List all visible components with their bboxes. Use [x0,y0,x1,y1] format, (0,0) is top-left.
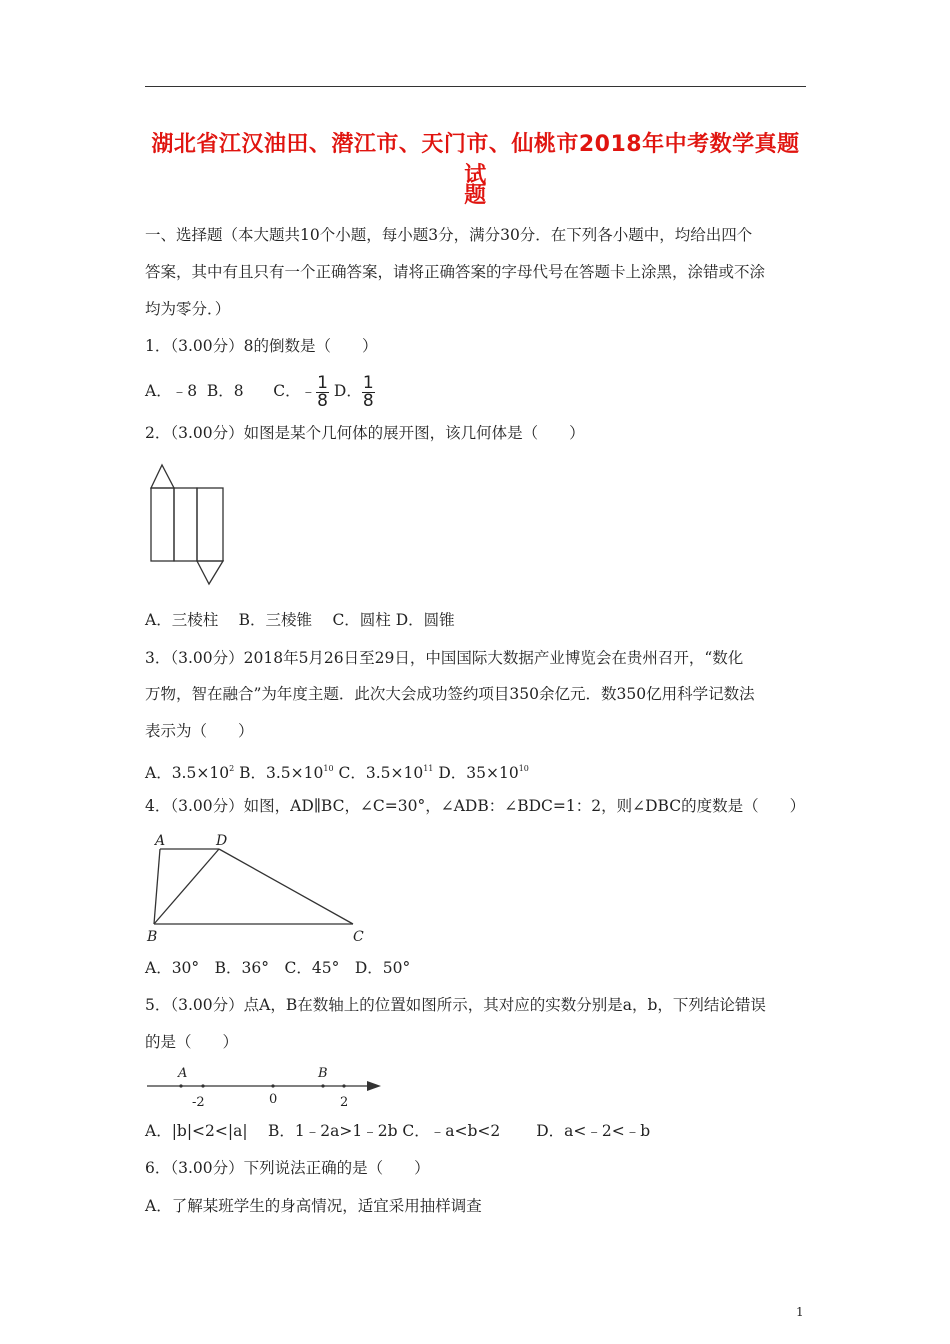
q3-option-b: B．$3.5\times 10^{10}$ [239,764,334,782]
net-face-2 [174,488,197,561]
q1-option-c-fraction: $\frac{1}{8}$ [317,372,328,411]
question-4-stem: 4．（3.00分）如图，AD∥BC，∠C=30°，∠ADB：∠BDC=1：2，则∠DBC的度数是（ ） [145,797,806,815]
net-face-1 [151,488,174,561]
tick-label-neg2: -2 [192,1095,205,1110]
question-6-option-a: A．了解某班学生的身高情况，适宜采用抽样调查 [145,1197,482,1215]
question-3-line-2: 万物，智在融合”为年度主题．此次大会成功签约项目350余亿元．数350亿用科学记数法 [145,685,755,703]
page-title: 湖北省江汉油田、潜江市、天门市、仙桃市2018年中考数学真题试 [151,132,800,188]
label-b: B [147,929,158,945]
point-a [179,1084,182,1087]
prism-net-figure [145,462,230,590]
question-2-stem: 2．（3.00分）如图是某个几何体的展开图，该几何体是（ ） [145,424,585,442]
number-line-arrow [367,1081,381,1091]
net-top-triangle [151,465,174,488]
section-instructions-line-1: 一、选择题（本大题共10个小题，每小题3分，满分30分．在下列各小题中，均给出四个 [145,226,753,244]
section-instructions-line-3: 均为零分．） [145,300,231,318]
page-number: 1 [796,1305,804,1319]
tick-0 [271,1084,274,1087]
question-5-line-1: 5．（3.00分）点A，B在数轴上的位置如图所示，其对应的实数分别是a，b，下列结论错误 [145,996,766,1014]
segment-ab [154,849,160,924]
header-rule [145,86,806,87]
segment-bd [154,849,219,924]
q3-option-a: A．$3.5\times 10^2$ [145,764,235,782]
q1-option-b: B．8 [206,382,244,400]
question-3-line-3: 表示为（ ） [145,722,254,740]
tick-label-0: 0 [269,1092,278,1107]
question-2-options: A．三棱柱 B．三棱锥 C．圆柱 D．圆锥 [145,611,455,629]
question-3-line-1: 3．（3.00分）2018年5月26日至29日，中国国际大数据产业博览会在贵州召开，“数化 [145,649,744,667]
point-b [321,1084,324,1087]
question-5-line-2: 的是（ ） [145,1033,239,1051]
point-b-label: B [318,1066,328,1081]
point-a-label: A [178,1066,188,1081]
q1-option-d-prefix: D． [333,382,362,400]
q3-option-d: D．$35\times 10^{10}$ [438,764,529,782]
label-d: D [216,833,228,849]
question-1-options [145,372,375,410]
question-4-options: A．30° B．36° C．45° D．50° [145,959,411,977]
number-line-figure [145,1060,390,1110]
question-1-stem: 1．（3.00分）8的倒数是（ ） [145,337,378,355]
tick-2 [342,1084,345,1087]
q1-option-a: A．﹣8 [145,382,198,400]
trapezoid-figure [145,828,370,948]
net-face-3 [197,488,223,561]
segment-dc [219,849,353,924]
label-c: C [353,929,364,945]
q1-option-d-fraction: $\frac{1}{8}$ [362,372,374,411]
q3-option-c: C．$3.5\times 10^{11}$ [338,764,434,782]
question-5-options: A．|b|<2<|a| B．1﹣2a>1﹣2b C．﹣a<b<2 D．a<﹣2<﹣b [145,1122,651,1140]
q1-option-c-prefix: C．﹣ [273,382,317,400]
question-6-stem: 6．（3.00分）下列说法正确的是（ ） [145,1159,430,1177]
question-3-options [145,759,529,783]
tick-neg2 [201,1084,204,1087]
net-bottom-triangle [197,561,223,584]
label-a: A [155,833,166,849]
section-instructions-line-2: 答案，其中有且只有一个正确答案，请将正确答案的字母代号在答题卡上涂黑，涂错或不涂 [145,263,766,281]
tick-label-2: 2 [340,1095,349,1110]
page-title-continued: 题 [464,183,487,208]
